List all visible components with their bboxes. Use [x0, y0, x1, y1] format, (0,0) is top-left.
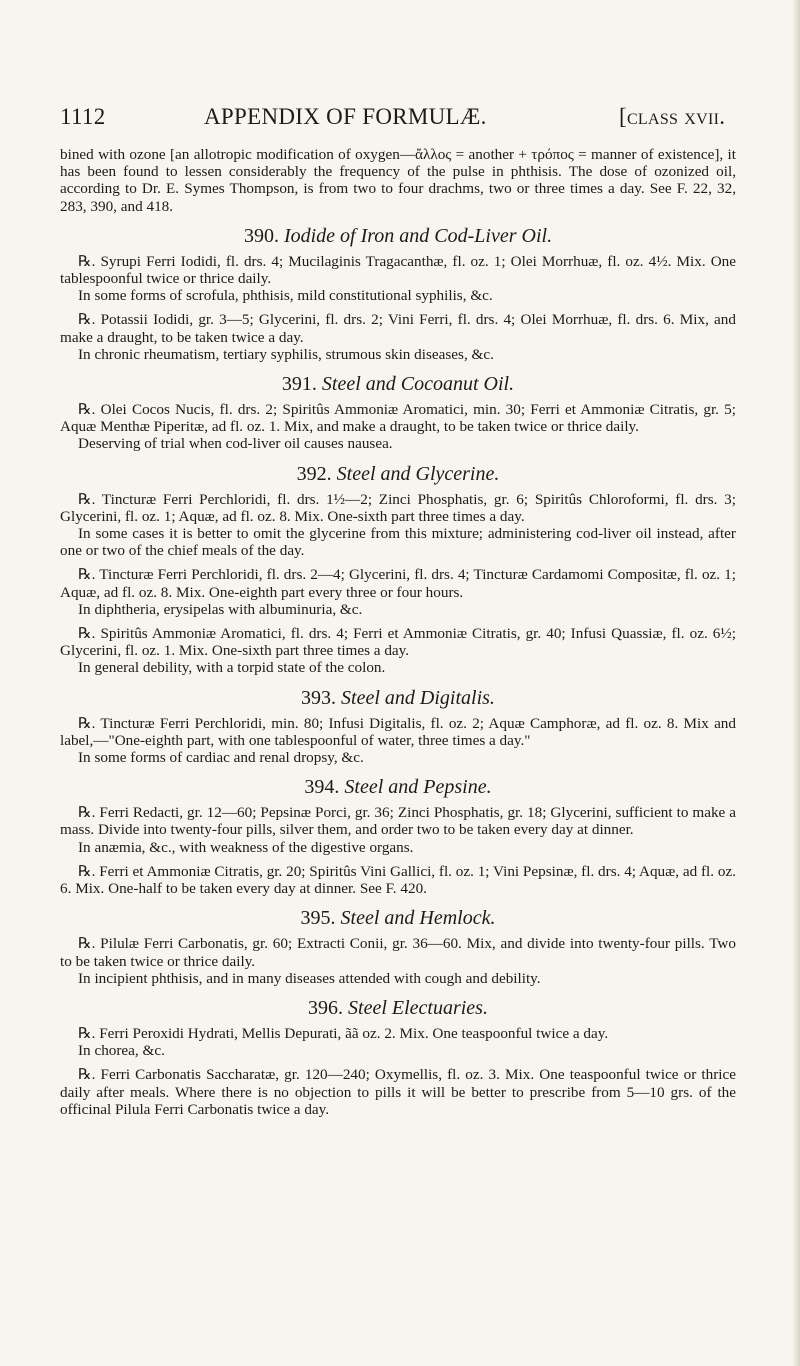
section-number: 395.: [300, 907, 336, 930]
section-paragraph: In some forms of cardiac and renal dropsy, &c.: [78, 749, 364, 767]
section-paragraph: ℞. Ferri Carbonatis Saccharatæ, gr. 120—240; Oxymellis, fl. oz. 3. Mix. One teaspoonful twice or thrice daily after meals. Where there is no objection to pills it will be better to prescribe from 5—10 grs. of the officinal Pilula Ferri Carbonatis twice a day.: [60, 1066, 736, 1118]
section-paragraph: ℞. Tincturæ Ferri Perchloridi, fl. drs. 1½—2; Zinci Phosphatis, gr. 6; Spiritûs Chloroformi, fl. drs. 3; Glycerini, fl. oz. 1; Aquæ, ad fl. oz. 8. Mix. One-sixth part three times a day.: [60, 490, 736, 525]
section-paragraph: ℞. Potassii Iodidi, gr. 3—5; Glycerini, fl. drs. 2; Vini Ferri, fl. drs. 4; Olei Morrhuæ, fl. drs. 6. Mix, and make a draught, to be taken twice a day.: [60, 311, 736, 346]
section-paragraph: ℞. Spiritûs Ammoniæ Aromatici, fl. drs. 4; Ferri et Ammoniæ Citratis, gr. 40; Infusi Quassiæ, fl. oz. 6½; Glycerini, fl. oz. 1. Mix. One-sixth part three times a day.: [60, 625, 736, 660]
section-title: Steel Electuaries.: [348, 996, 488, 1019]
class-label: [class xvii.: [619, 104, 726, 129]
section-paragraph: Deserving of trial when cod-liver oil causes nausea.: [78, 435, 393, 453]
section-paragraph: ℞. Ferri Peroxidi Hydrati, Mellis Depurati, ãã oz. 2. Mix. One teaspoonful twice a day.: [78, 1024, 609, 1042]
section-paragraph: In chorea, &c.: [78, 1042, 165, 1060]
section-paragraph: In general debility, with a torpid state of the colon.: [78, 659, 386, 677]
formula-sections: [60, 225, 736, 1118]
section-heading: [60, 463, 736, 485]
section-paragraph: In some cases it is better to omit the glycerine from this mixture; administering cod-liver oil instead, after one or two of the chief meals of the day.: [60, 525, 736, 560]
section-paragraph: In diphtheria, erysipelas with albuminuria, &c.: [78, 600, 363, 618]
section-number: 392.: [296, 462, 332, 485]
section-paragraph: ℞. Ferri et Ammoniæ Citratis, gr. 20; Spiritûs Vini Gallici, fl. oz. 1; Vini Pepsinæ, fl. drs. 4; Aquæ, ad fl. oz. 6. Mix. One-half to be taken every day at dinner. See F. 420.: [60, 862, 736, 898]
section-number: 396.: [308, 996, 344, 1019]
page-edge-shadow: [792, 0, 800, 1366]
section-number: 393.: [301, 686, 337, 709]
section-paragraph: ℞. Tincturæ Ferri Perchloridi, min. 80; Infusi Digitalis, fl. oz. 2; Aquæ Camphoræ, ad fl. oz. 8. Mix and label,—"One-eighth part, with one tablespoonful of water, three times a day.": [60, 714, 736, 749]
section-paragraph: ℞. Tincturæ Ferri Perchloridi, fl. drs. 2—4; Glycerini, fl. drs. 4; Tincturæ Cardamomi Compositæ, fl. oz. 1; Aquæ, ad fl. oz. 8. Mix. One-eighth part every three or four hours.: [60, 566, 736, 601]
section-heading: [60, 687, 736, 709]
section-heading: [60, 776, 736, 798]
section-heading: [60, 225, 736, 247]
section-title: Steel and Hemlock.: [340, 907, 496, 930]
section-heading: [60, 373, 736, 395]
section-title: Steel and Cocoanut Oil.: [321, 373, 515, 396]
section-paragraph: ℞. Ferri Redacti, gr. 12—60; Pepsinæ Porci, gr. 36; Zinci Phosphatis, gr. 18; Glycerini, sufficient to make a mass. Divide into twenty-four pills, silver them, and order two to be taken every day at dinner.: [60, 804, 736, 839]
page-body: [60, 146, 736, 1118]
section-number: 391.: [281, 373, 317, 396]
section-heading: [60, 997, 736, 1019]
section-title: Steel and Glycerine.: [336, 462, 500, 485]
section-paragraph: In some forms of scrofula, phthisis, mild constitutional syphilis, &c.: [78, 287, 493, 305]
section-heading: [60, 907, 736, 929]
section-paragraph: In incipient phthisis, and in many diseases attended with cough and debility.: [78, 969, 541, 987]
running-title: APPENDIX OF FORMULÆ.: [204, 104, 487, 129]
section-paragraph: In anæmia, &c., with weakness of the digestive organs.: [78, 838, 414, 856]
section-number: 390.: [243, 224, 279, 247]
section-title: Steel and Pepsine.: [344, 776, 492, 799]
section-number: 394.: [304, 776, 340, 799]
section-paragraph: ℞. Syrupi Ferri Iodidi, fl. drs. 4; Mucilaginis Tragacanthæ, fl. oz. 1; Olei Morrhuæ, fl. oz. 4½. Mix. One tablespoonful twice or thrice daily.: [60, 252, 736, 288]
section-title: Steel and Digitalis.: [341, 686, 495, 709]
section-paragraph: ℞. Pilulæ Ferri Carbonatis, gr. 60; Extracti Conii, gr. 36—60. Mix, and divide into twenty-four pills. Two to be taken twice or thrice daily.: [60, 935, 736, 970]
section-paragraph: In chronic rheumatism, tertiary syphilis, strumous skin diseases, &c.: [78, 345, 494, 363]
running-header: [60, 104, 740, 134]
section-title: Iodide of Iron and Cod-Liver Oil.: [283, 224, 553, 247]
section-paragraph: ℞. Olei Cocos Nucis, fl. drs. 2; Spiritûs Ammoniæ Aromatici, min. 30; Ferri et Ammoniæ Citratis, gr. 5; Aquæ Menthæ Piperitæ, ad fl. oz. 1. Mix, and make a draught, to be taken twice or thrice daily.: [60, 401, 736, 436]
intro-paragraph: bined with ozone [an allotropic modification of oxygen—ἄλλος = another + τρόπος = manner of existence], it has been found to lessen considerably the frequency of the pulse in phthisis. The dose of ozonized oil, according to Dr. E. Symes Thompson, is from two to four drachms, two or three times a day. See F. 22, 32, 283, 390, and 418.: [60, 146, 736, 215]
page-number: 1112: [60, 104, 106, 129]
